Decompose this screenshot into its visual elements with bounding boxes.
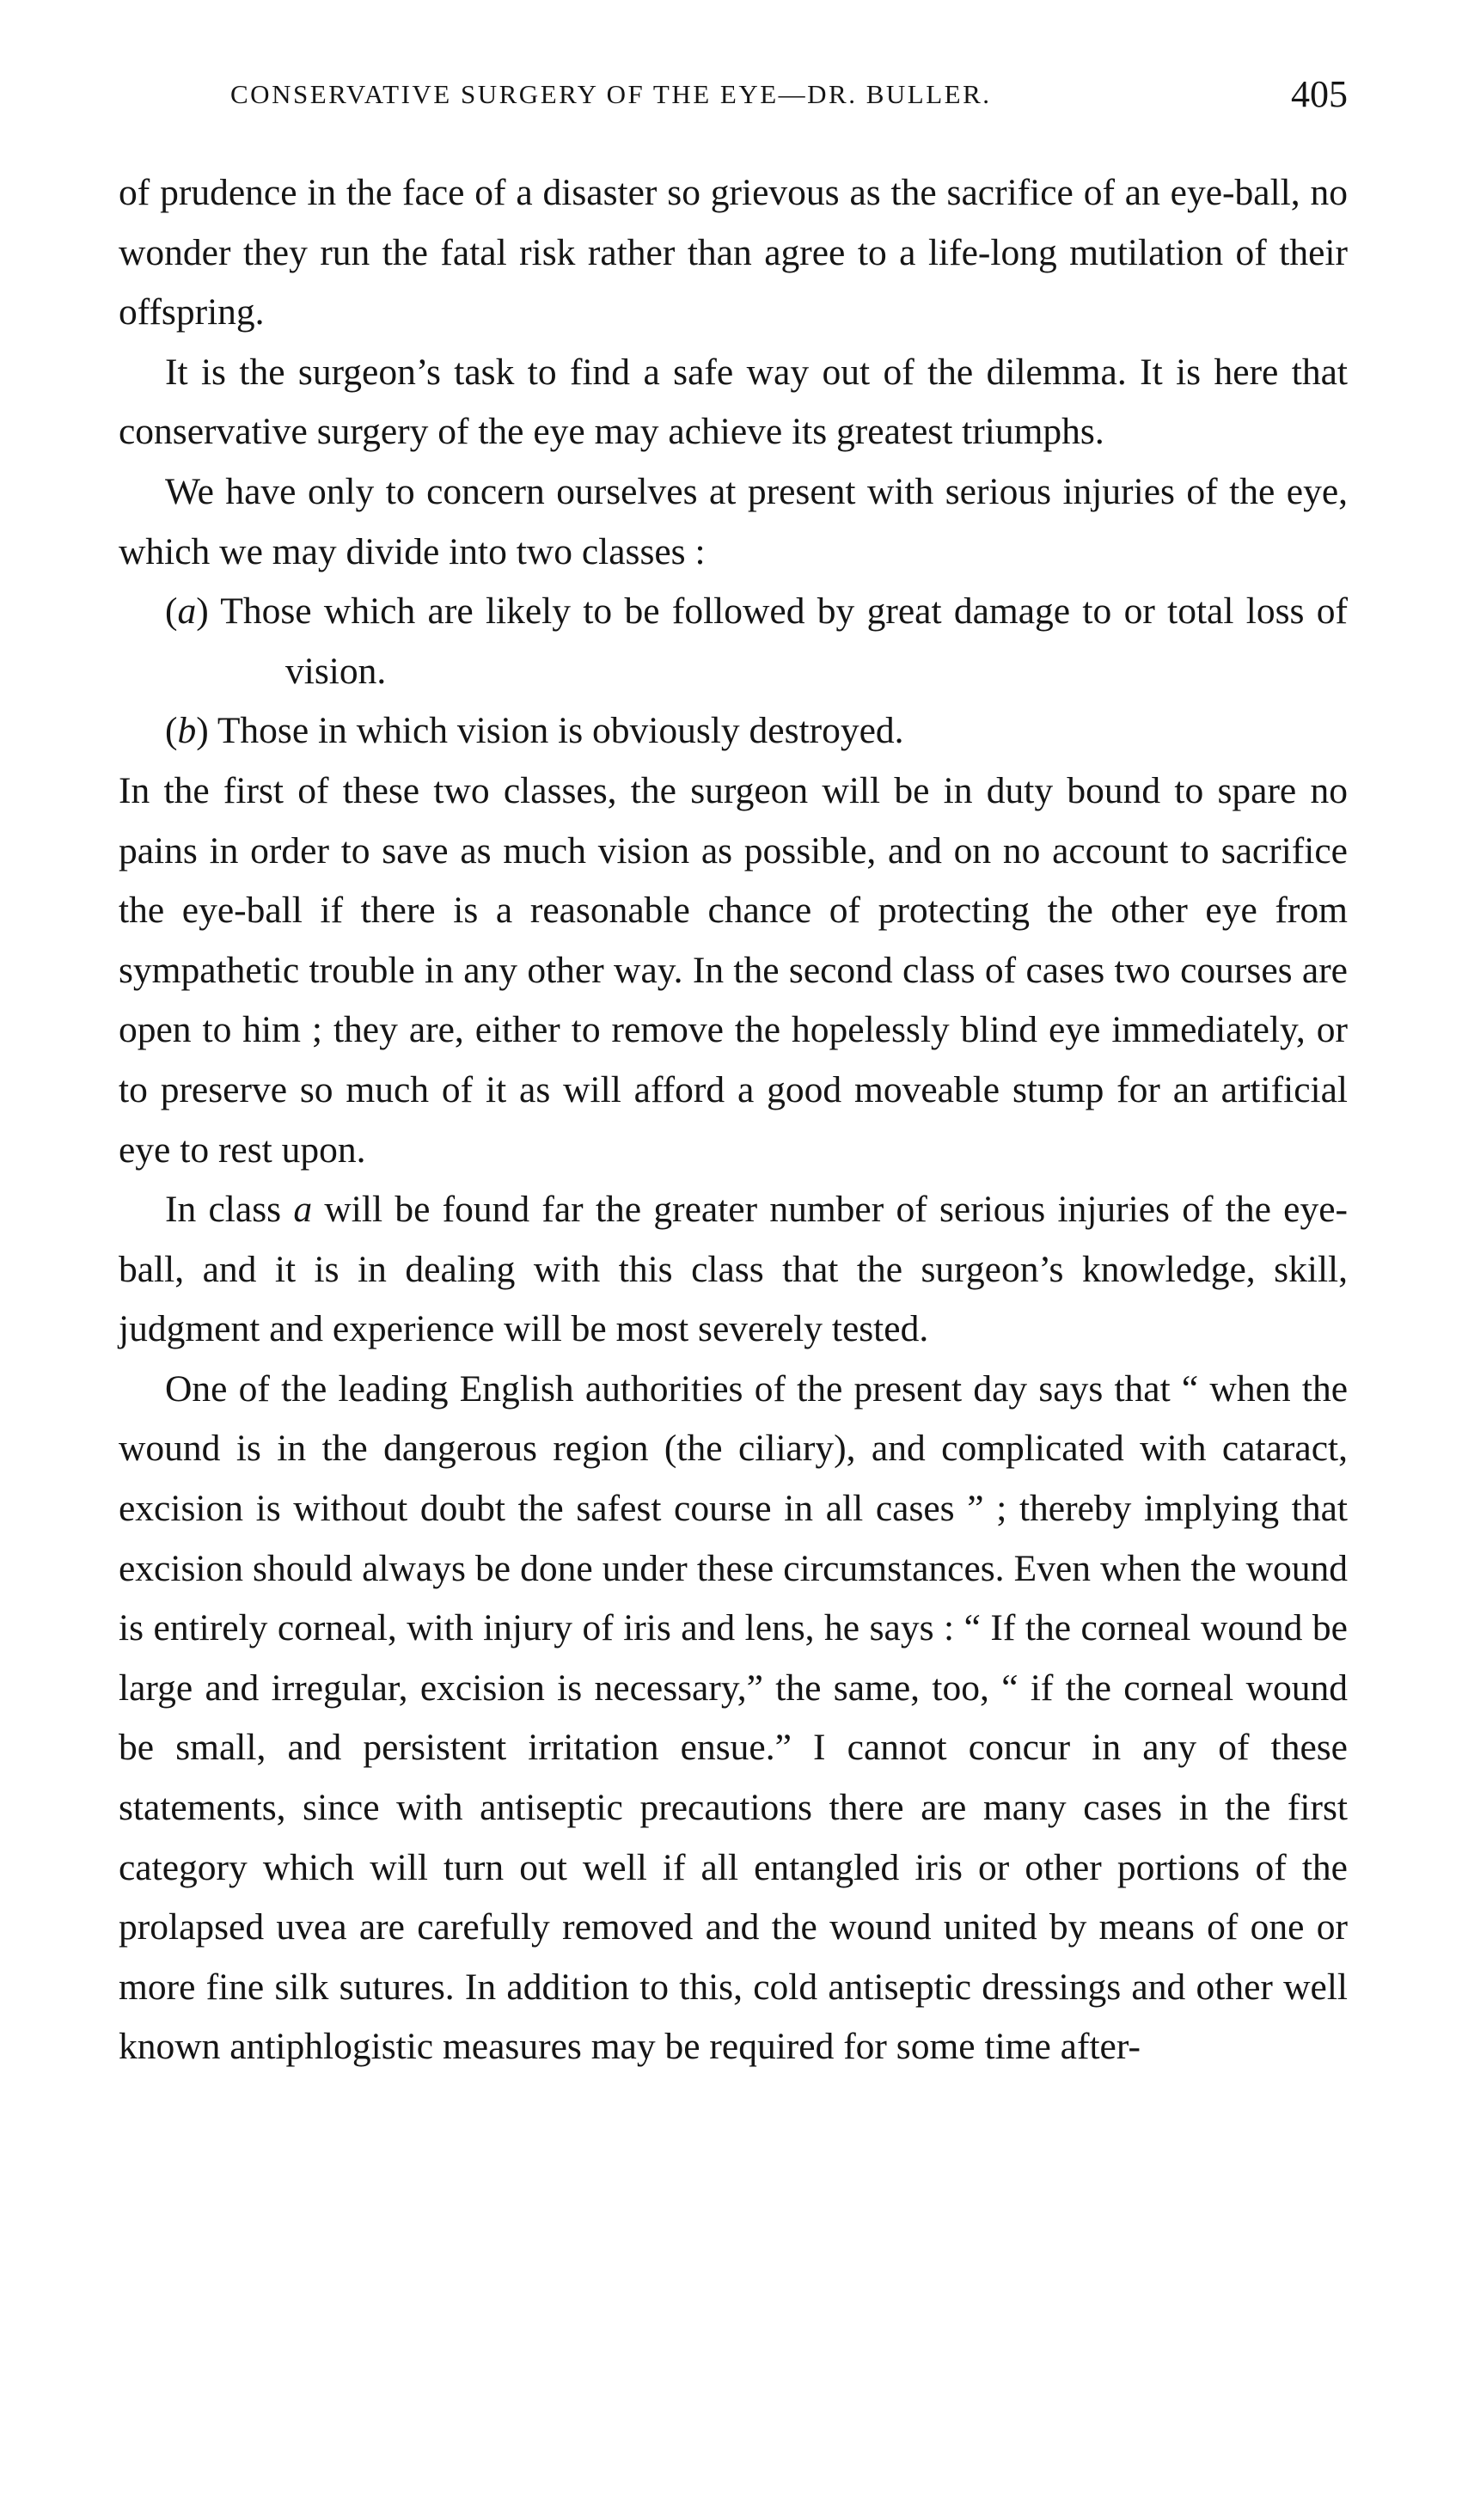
list-item-a: (a) Those which are likely to be followed by great damage to or total loss of vision. [165, 590, 1348, 692]
list-marker-a: a [177, 590, 197, 633]
class-a-letter: a [293, 1189, 313, 1231]
class-a-rest: will be found far the greater number of serious injuries of the eye-ball, and it is in dealing with this class that the surgeon’s knowledge, skill, judgment and experience will be most severely tested. [119, 1189, 1349, 1350]
list-item-b: (b) Those in which vision is obviously destroyed. [165, 710, 904, 752]
body-text [119, 163, 1348, 2077]
paragraph-first-class: In the first of these two classes, the surgeon will be in duty bound to spare no pains in order to save as much vision as possible, and on no account to sacrifice the eye-ball if there is a reasonable chance of protecting the other eye from sympathetic trouble in any other way. In the second class of cases two courses are open to him ; they are, either to remove the hopelessly blind eye immediately, or to preserve so much of it as will afford a good moveable stump for an artificial eye to rest upon. [119, 769, 1348, 1171]
book-page [119, 69, 1348, 2077]
paragraph-classes-intro: We have only to concern ourselves at present with serious injuries of the eye, which we may divide into two classes : [119, 470, 1348, 572]
paragraph-class-a [119, 1180, 1348, 1360]
paragraph-authorities: One of the leading English authorities of the present day says that “ when the wound is in the dangerous region (the ciliary), and complicated with cataract, excision is without doubt the safest course in all cases ” ; thereby implying that excision should always be done under these circumstances. Even when the wound is entirely corneal, with injury of iris and lens, he says : “ If the corneal wound be large and irregular, excision is necessary,” the same, too, “ if the corneal wound be small, and persistent irritation ensue.” I cannot concur in any of these statements, since with antiseptic precautions there are many cases in the first category which will turn out well if all entangled iris or other portions of the prolapsed uvea are carefully removed and the wound united by means of one or more fine silk sutures. In addition to this, cold antiseptic dressings and other well known antiphlogistic measures may be required for some time after- [119, 1367, 1348, 2068]
list-marker-b: b [177, 710, 197, 752]
page-number: 405 [1291, 73, 1348, 115]
running-head [119, 69, 1348, 138]
class-a-lead: In class [165, 1189, 282, 1231]
paragraph-surgeons-task: It is the surgeon’s task to find a safe way out of the dilemma. It is here that conservative surgery of the eye may achieve its greatest triumphs. [119, 351, 1348, 453]
paragraph-continuation: of prudence in the face of a disaster so grievous as the sacrifice of an eye-ball, no wonder they run the fatal risk rather than agree to a life-long mutilation of their offspring. [119, 172, 1348, 333]
running-title: CONSERVATIVE SURGERY OF THE EYE—DR. BULLER. [230, 79, 992, 109]
list-item-a-text: Those which are likely to be followed by great damage to or total loss of vision. [220, 590, 1348, 692]
list-item-b-text: Those in which vision is obviously destroyed. [217, 710, 904, 752]
